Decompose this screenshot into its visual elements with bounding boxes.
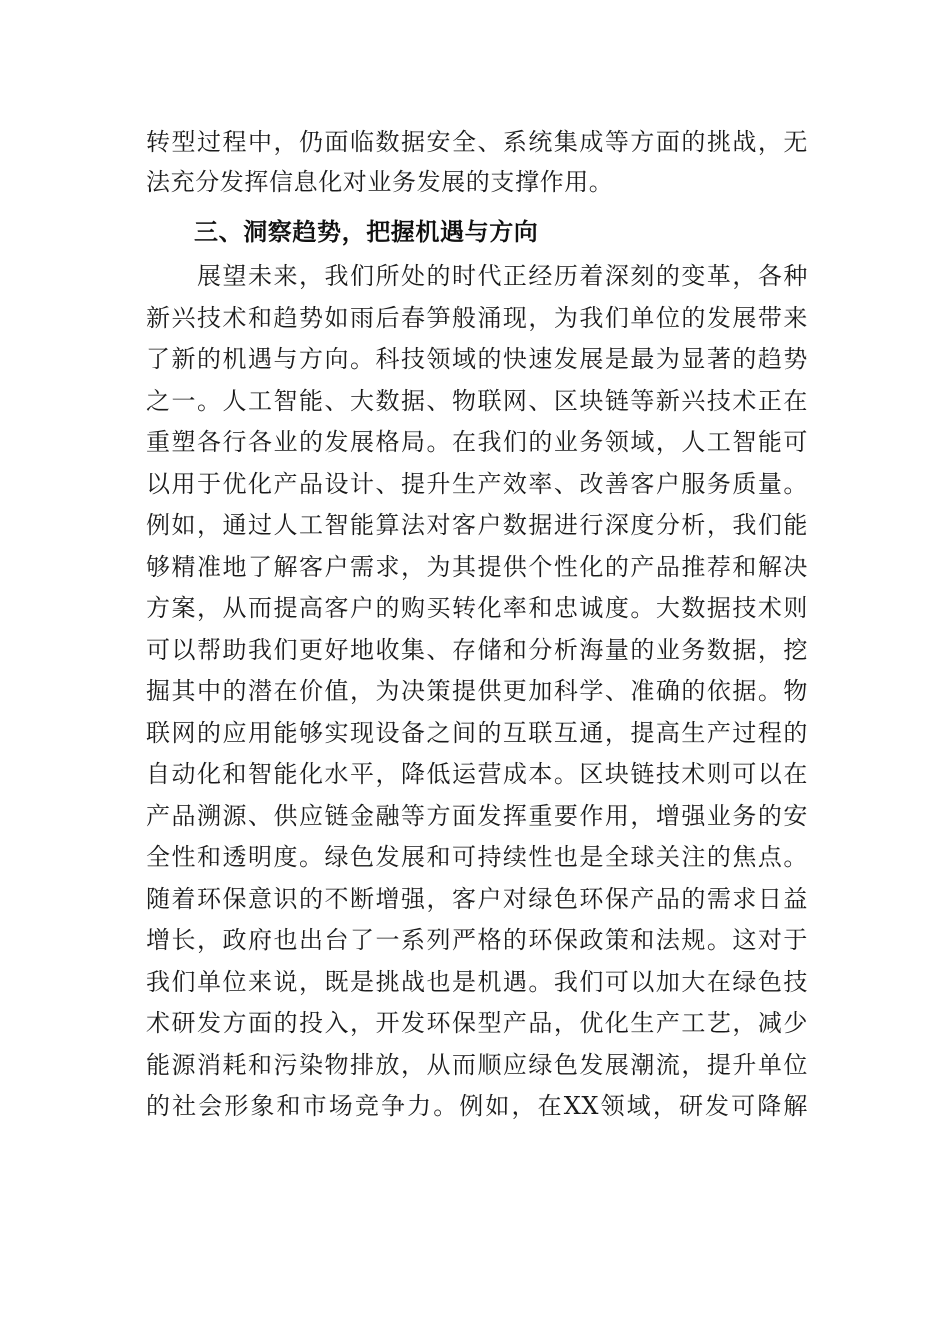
continuation-paragraph (146, 122, 808, 202)
text-line: 展望未来，我们所处的时代正经历着深刻的变革，各种 (146, 262, 808, 290)
text-line: 掘其中的潜在价值，为决策提供更加科学、准确的依据。物 (146, 677, 808, 705)
text-line: 联网的应用能够实现设备之间的互联互通，提高生产过程的 (146, 718, 808, 747)
text-line: 能源消耗和污染物排放，从而顺应绿色发展潮流，提升单位 (146, 1050, 808, 1079)
text-line: 重塑各行各业的发展格局。在我们的业务领域，人工智能可 (146, 428, 808, 456)
text-line: 以用于优化产品设计、提升生产效率、改善客户服务质量。 (146, 469, 808, 498)
text-line: 方案，从而提高客户的购买转化率和忠诚度。大数据技术则 (146, 594, 808, 622)
text-line: 术研发方面的投入，开发环保型产品，优化生产工艺，减少 (146, 1009, 808, 1037)
text-line: 法充分发挥信息化对业务发展的支撑作用。 (146, 168, 614, 196)
text-line: 了新的机遇与方向。科技领域的快速发展是最为显著的趋势 (146, 345, 808, 373)
section-heading: 三、洞察趋势，把握机遇与方向 (194, 218, 539, 246)
text-line: 例如，通过人工智能算法对客户数据进行深度分析，我们能 (146, 511, 808, 539)
text-line: 可以帮助我们更好地收集、存储和分析海量的业务数据，挖 (146, 635, 808, 664)
text-line: 我们单位来说，既是挑战也是机遇。我们可以加大在绿色技 (146, 967, 808, 996)
body-paragraph (146, 256, 808, 1128)
text-line: 之一。人工智能、大数据、物联网、区块链等新兴技术正在 (146, 386, 808, 415)
text-line: 随着环保意识的不断增强，客户对绿色环保产品的需求日益 (146, 884, 808, 913)
text-line: 够精准地了解客户需求，为其提供个性化的产品推荐和解决 (146, 552, 808, 581)
text-line: 增长，政府也出台了一系列严格的环保政策和法规。这对于 (146, 926, 808, 954)
text-line: 自动化和智能化水平，降低运营成本。区块链技术则可以在 (146, 760, 808, 788)
text-line: 产品溯源、供应链金融等方面发挥重要作用，增强业务的安 (146, 801, 808, 830)
text-line: 全性和透明度。绿色发展和可持续性也是全球关注的焦点。 (146, 843, 808, 871)
text-line: 的社会形象和市场竞争力。例如，在XX领域，研发可降解 (146, 1092, 808, 1120)
text-line: 新兴技术和趋势如雨后春笋般涌现，为我们单位的发展带来 (146, 303, 808, 332)
text-line: 转型过程中，仍面临数据安全、系统集成等方面的挑战，无 (146, 128, 808, 156)
